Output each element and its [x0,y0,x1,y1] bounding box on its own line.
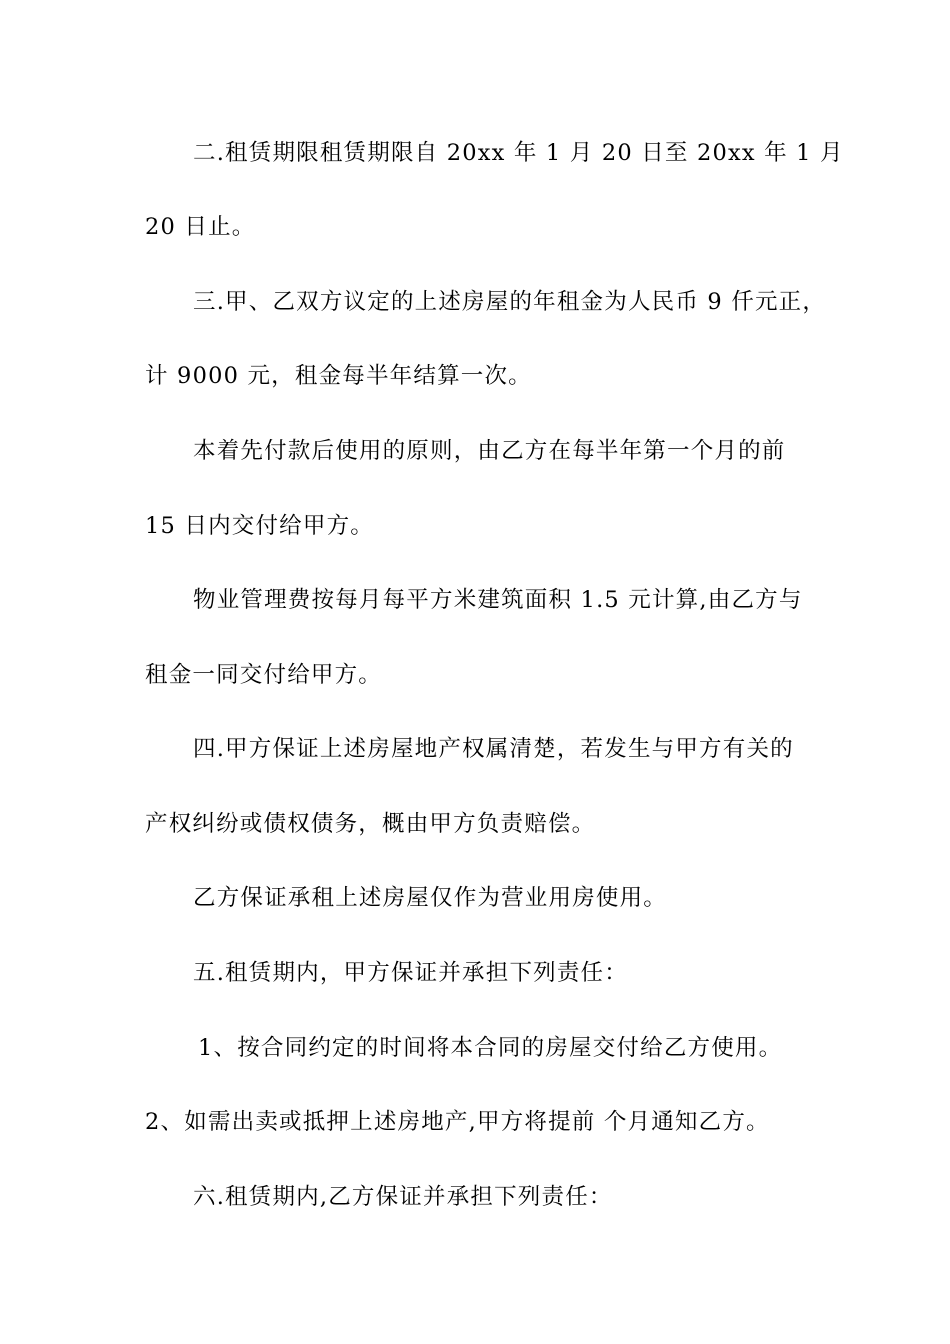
clause-4-ownership-line-1: 四.甲方保证上述房屋地产权属清楚，若发生与甲方有关的 [193,736,794,762]
tenant-use-statement: 乙方保证承租上述房屋仅作为营业用房使用。 [193,885,668,911]
clause-3-rent-line-1: 三.甲、乙双方议定的上述房屋的年租金为人民币 9 仟元正， [193,289,827,315]
property-fee-line-1: 物业管理费按每月每平方米建筑面积 1.5 元计算,由乙方与 [193,587,803,613]
clause-4-ownership-line-2: 产权纠纷或债权债务，概由甲方负责赔偿。 [145,811,596,837]
clause-5-item-2: 2、如需出卖或抵押上述房地产,甲方将提前 个月通知乙方。 [145,1109,770,1135]
clause-5-heading: 五.租赁期内，甲方保证并承担下列责任： [193,960,628,986]
clause-6-heading: 六.租赁期内,乙方保证并承担下列责任： [193,1184,613,1210]
clause-3-rent-line-2: 计 9000 元，租金每半年结算一次。 [145,363,532,389]
clause-2-lease-term-line-2: 20 日止。 [145,214,256,240]
clause-5-item-1: 1、按合同约定的时间将本合同的房屋交付给乙方使用。 [198,1035,783,1061]
clause-2-lease-term-line-1: 二.租赁期限租赁期限自 20xx 年 1 月 20 日至 20xx 年 1 月 [193,140,844,166]
payment-principle-line-2: 15 日内交付给甲方。 [145,513,374,539]
property-fee-line-2: 租金一同交付给甲方。 [145,662,383,688]
payment-principle-line-1: 本着先付款后使用的原则，由乙方在每半年第一个月的前 [193,438,786,464]
